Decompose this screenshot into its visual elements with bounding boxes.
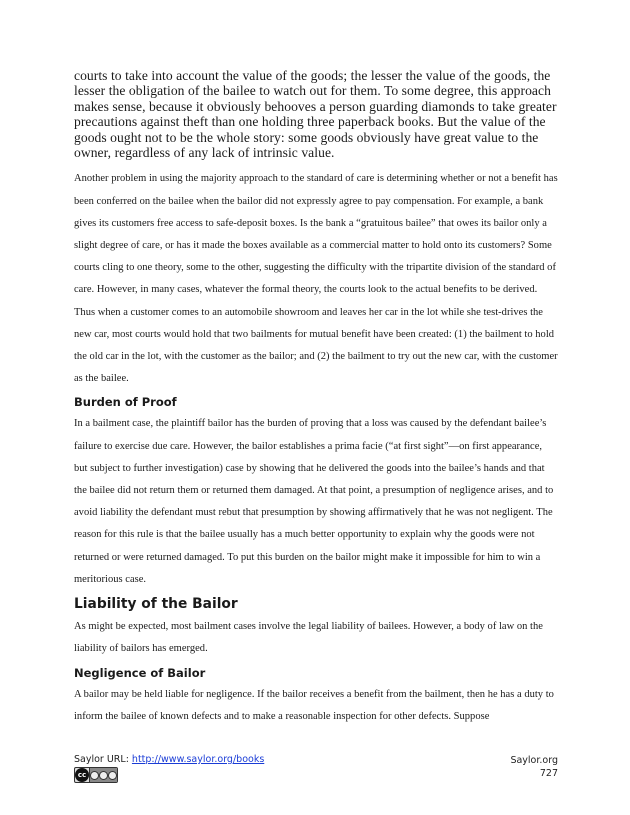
heading-burden-of-proof: Burden of Proof [74, 395, 177, 410]
footer-url-link[interactable]: http://www.saylor.org/books [131, 754, 265, 765]
footer-site: Saylor.org [510, 755, 558, 766]
footer-site-info [510, 754, 558, 780]
paragraph-standard-of-care: Another problem in using the majority approach to the standard of care is determining whether or not a benefit has been conferred on the bailee when the bailor did not expressly agree to pay compensation. For example, a bank gives its customers free access to safe-deposit boxes. Is the bank a “gratuitous bailee” that owes its bailor only a slight degree of care, or has it made the boxes available as a commercial matter to hold onto its customers? Some courts cling to one theory, some to the other, suggesting the difficulty with the tripartite division of the standard of care. However, in many cases, whatever the formal theory, the courts look to the actual benefits to be derived. Thus when a customer comes to an automobile showroom and leaves her car in the lot while she test-drives the new car, most courts would hold that two bailments for mutual benefit have been created: (1) the bailment to hold the old car in the lot, with the customer as the bailor; and (2) the bailment to try out the new car, with the customer as the bailee. [74, 173, 558, 385]
page-footer [74, 754, 558, 794]
paragraph-liability-intro: As might be expected, most bailment cases involve the legal liability of bailees. However, a body of law on the liability of bailors has emerged. [74, 621, 543, 655]
heading-liability-of-bailor: Liability of the Bailor [74, 596, 238, 613]
paragraph-negligence: A bailor may be held liable for negligence. If the bailor receives a benefit from the bailment, then he has a duty to inform the bailee of known defects and to make a reasonable inspection for other defects. Suppose [74, 688, 554, 722]
page-content [74, 68, 558, 728]
heading-negligence-of-bailor: Negligence of Bailor [74, 665, 206, 680]
footer-url-prefix: Saylor URL: [74, 754, 132, 765]
lead-paragraph: courts to take into account the value of the goods; the lesser the value of the goods, the lesser the obligation of the bailee to watch out for them. To some degree, this approach makes sense, because it obviously behooves a person guarding diamonds to take greater precautions against theft than one holding three paperback books. But the value of the goods ought not to be the whole story: some goods obviously have great value to the owner, regardless of any lack of intrinsic value. [74, 68, 557, 161]
page-number: 727 [539, 768, 558, 779]
paragraph-burden-of-proof: In a bailment case, the plaintiff bailor has the burden of proving that a loss was caused by the defendant bailee’s failure to exercise due care. However, the bailor establishes a prima facie (“at first sight”—on first appearance, but subject to further investigation) case by showing that he delivered the goods into the bailee’s hands and that the bailee did not return them or returned them damaged. At that point, a presumption of negligence arises, and to avoid liability the defendant must rebut that presumption by showing affirmatively that he was not negligent. The reason for this rule is that the bailee usually has a much better opportunity to explain why the goods were not returned or were returned damaged. To put this burden on the bailor might make it impossible for him to win a meritorious case. [74, 418, 554, 585]
creative-commons-icon: cc [74, 767, 118, 783]
footer-source [74, 754, 264, 765]
